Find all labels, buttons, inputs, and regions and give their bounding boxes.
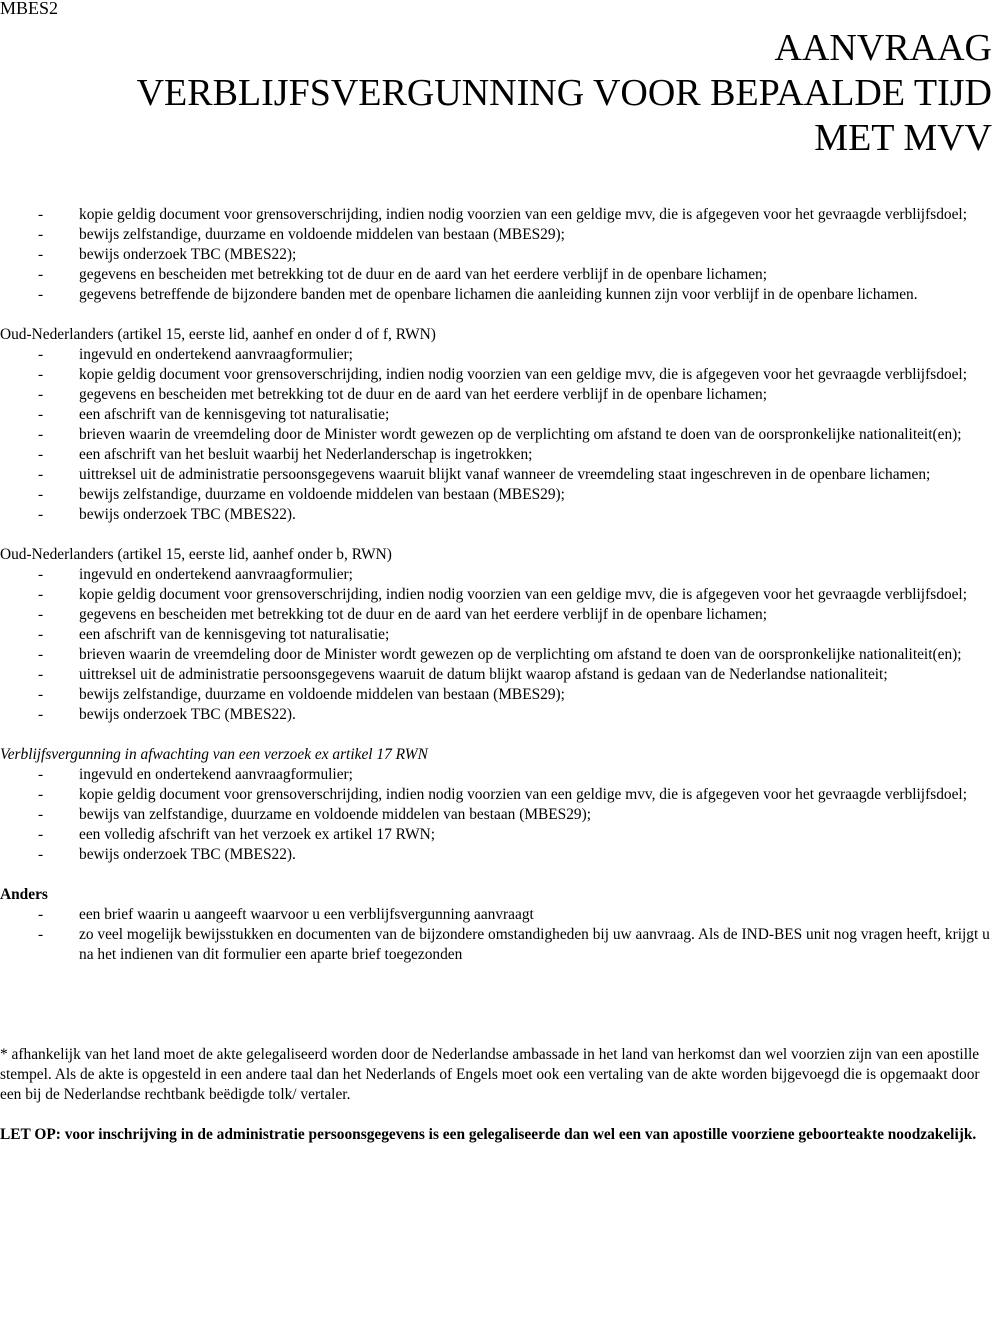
list-item [0,445,992,465]
list-item [0,845,992,865]
list-item-text: een volledig afschrift van het verzoek ex artikel 17 RWN; [79,826,435,843]
list-item-text: bewijs onderzoek TBC (MBES22); [79,246,297,263]
document-body [0,205,992,1145]
section-artikel-17-list [0,765,992,865]
list-item [0,565,992,585]
dash-bullet: - [38,706,44,723]
list-item [0,905,992,925]
list-item-text: uittreksel uit de administratie persoonsgegevens waaruit de datum blijkt waarop afstand is gedaan van de Nederlandse nationaliteit; [79,666,888,683]
list-item [0,265,992,285]
list-item-text: bewijs onderzoek TBC (MBES22). [79,506,296,523]
list-item-text: kopie geldig document voor grensoverschrijding, indien nodig voorzien van een geldige mvv, die is afgegeven voor het gevraagde verblijfsdoel; [79,206,967,223]
list-item-text: bewijs zelfstandige, duurzame en voldoende middelen van bestaan (MBES29); [79,486,565,503]
dash-bullet: - [38,246,44,263]
list-item [0,805,992,825]
dash-bullet: - [38,626,44,643]
list-item-text: uittreksel uit de administratie persoonsgegevens waaruit blijkt vanaf wanneer de vreemdeling staat ingeschreven in de openbare lichamen; [79,466,931,483]
dash-bullet: - [38,446,44,463]
list-item-text: ingevuld en ondertekend aanvraagformulier; [79,566,353,583]
dash-bullet: - [38,426,44,443]
dash-bullet: - [38,686,44,703]
dash-bullet: - [38,226,44,243]
section-oud-nederlanders-d-f-list [0,345,992,525]
intro-requirements-list [0,205,992,305]
dash-bullet: - [38,366,44,383]
list-item [0,385,992,405]
list-item [0,485,992,505]
dash-bullet: - [38,906,44,923]
footnote [0,1045,992,1105]
dash-bullet: - [38,666,44,683]
list-item [0,345,992,365]
list-item [0,285,992,305]
list-item-text: een brief waarin u aangeeft waarvoor u een verblijfsvergunning aanvraagt [79,906,534,923]
list-item-text: kopie geldig document voor grensoverschrijding, indien nodig voorzien van een geldige mvv, die is afgegeven voor het gevraagde verblijfsdoel; [79,786,967,803]
list-item-text: zo veel mogelijk bewijsstukken en documenten van de bijzondere omstandigheden bij uw aanvraag. Als de IND-BES unit nog vragen heeft, krijgt u na het indienen van dit formulier een aparte brief toegezonden [79,926,990,963]
list-item [0,585,992,605]
dash-bullet: - [38,786,44,803]
list-item-text: bewijs zelfstandige, duurzame en voldoende middelen van bestaan (MBES29); [79,686,565,703]
section-oud-nederlanders-b-list [0,565,992,725]
list-item [0,685,992,705]
list-item-text: ingevuld en ondertekend aanvraagformulier; [79,766,353,783]
list-item [0,785,992,805]
list-item-text: bewijs zelfstandige, duurzame en voldoende middelen van bestaan (MBES29); [79,226,565,243]
list-item-text: een afschrift van de kennisgeving tot naturalisatie; [79,626,390,643]
section-artikel-17-heading: Verblijfsvergunning in afwachting van een verzoek ex artikel 17 RWN [0,746,428,763]
dash-bullet: - [38,826,44,843]
dash-bullet: - [38,266,44,283]
title-line-1: AANVRAAG [774,27,992,69]
dash-bullet: - [38,606,44,623]
list-item [0,825,992,845]
dash-bullet: - [38,646,44,663]
list-item [0,665,992,685]
list-item-text: bewijs onderzoek TBC (MBES22). [79,706,296,723]
dash-bullet: - [38,466,44,483]
list-item [0,925,992,965]
list-item [0,225,992,245]
list-item [0,505,992,525]
dash-bullet: - [38,586,44,603]
section-anders-list [0,905,992,965]
dash-bullet: - [38,926,44,943]
dash-bullet: - [38,386,44,403]
dash-bullet: - [38,206,44,223]
list-item [0,205,992,225]
list-item-text: een afschrift van de kennisgeving tot naturalisatie; [79,406,390,423]
list-item-text: een afschrift van het besluit waarbij het Nederlanderschap is ingetrokken; [79,446,533,463]
list-item-text: gegevens betreffende de bijzondere banden met de openbare lichamen die aanleiding kunnen zijn voor verblijf in de openbare lichamen. [79,286,918,303]
list-item [0,765,992,785]
list-item-text: bewijs van zelfstandige, duurzame en voldoende middelen van bestaan (MBES29); [79,806,592,823]
list-item-text: bewijs onderzoek TBC (MBES22). [79,846,296,863]
list-item [0,465,992,485]
title-line-2: VERBLIJFSVERGUNNING VOOR BEPAALDE TIJD [136,72,992,114]
dash-bullet: - [38,286,44,303]
list-item [0,405,992,425]
list-item [0,425,992,445]
dash-bullet: - [38,406,44,423]
dash-bullet: - [38,566,44,583]
list-item-text: gegevens en bescheiden met betrekking tot de duur en de aard van het eerdere verblijf in de openbare lichamen; [79,266,768,283]
dash-bullet: - [38,766,44,783]
list-item [0,245,992,265]
title-line-3: MET MVV [814,117,992,159]
list-item-text: kopie geldig document voor grensoverschrijding, indien nodig voorzien van een geldige mvv, die is afgegeven voor het gevraagde verblijfsdoel; [79,586,967,603]
document-title [0,26,992,161]
dash-bullet: - [38,846,44,863]
dash-bullet: - [38,346,44,363]
list-item-text: gegevens en bescheiden met betrekking tot de duur en de aard van het eerdere verblijf in de openbare lichamen; [79,606,768,623]
list-item-text: brieven waarin de vreemdeling door de Minister wordt gewezen op de verplichting om afstand te doen van de oorspronkelijke nationaliteit(en); [79,426,962,443]
dash-bullet: - [38,486,44,503]
list-item [0,365,992,385]
dash-bullet: - [38,506,44,523]
section-anders-heading: Anders [0,886,48,903]
list-item-text: kopie geldig document voor grensoverschrijding, indien nodig voorzien van een geldige mvv, die is afgegeven voor het gevraagde verblijfsdoel; [79,366,967,383]
list-item [0,645,992,665]
list-item [0,605,992,625]
document-code: MBES2 [0,0,59,18]
list-item-text: gegevens en bescheiden met betrekking tot de duur en de aard van het eerdere verblijf in de openbare lichamen; [79,386,768,403]
footnote-text: * afhankelijk van het land moet de akte gelegaliseerd worden door de Nederlandse ambassade in het land van herkomst dan wel voorzien zijn van een apostille stempel. Als de akte is opgesteld in een andere taal dan het Nederlands of Engels moet ook een vertaling van de akte worden bijgevoegd die is opgemaakt door een bij de Nederlandse rechtbank beëdigde tolk/ vertaler. [0,1046,980,1103]
list-item [0,705,992,725]
notice-text: LET OP: voor inschrijving in de administratie persoonsgegevens is een gelegaliseerde dan wel een van apostille voorziene geboorteakte noodzakelijk. [0,1126,977,1143]
section-oud-nederlanders-d-f-heading: Oud-Nederlanders (artikel 15, eerste lid, aanhef en onder d of f, RWN) [0,326,436,343]
section-oud-nederlanders-b-heading: Oud-Nederlanders (artikel 15, eerste lid, aanhef onder b, RWN) [0,546,392,563]
list-item-text: ingevuld en ondertekend aanvraagformulier; [79,346,353,363]
list-item-text: brieven waarin de vreemdeling door de Minister wordt gewezen op de verplichting om afstand te doen van de oorspronkelijke nationaliteit(en); [79,646,962,663]
list-item [0,625,992,645]
dash-bullet: - [38,806,44,823]
